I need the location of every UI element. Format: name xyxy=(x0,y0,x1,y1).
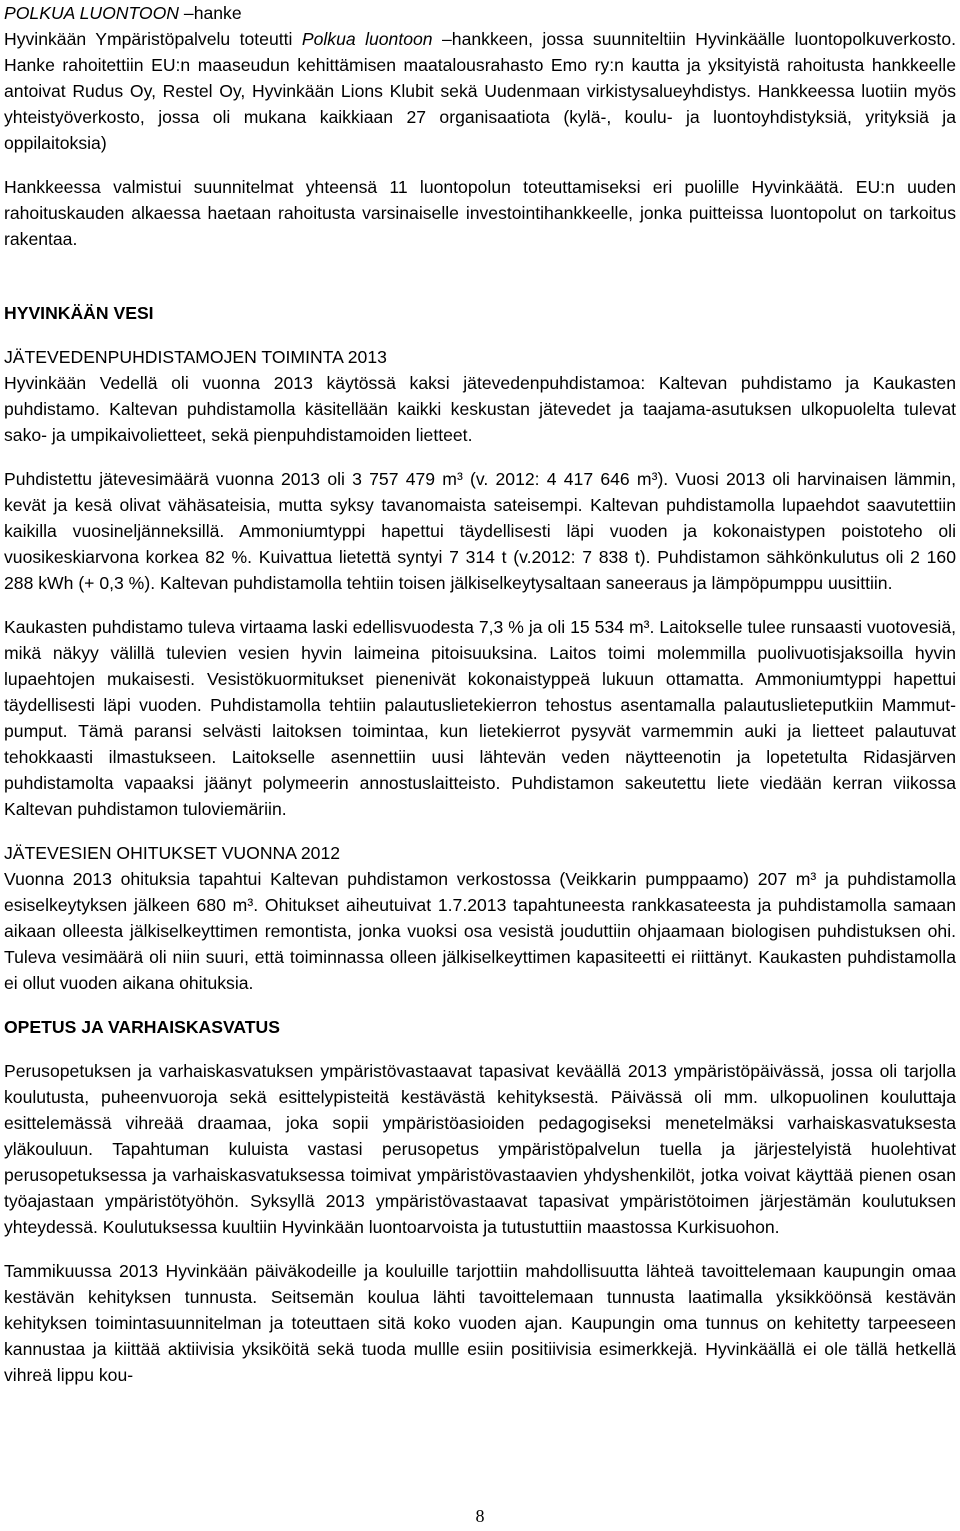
document-page xyxy=(4,0,956,1388)
paragraph: Tammikuussa 2013 Hyvinkään päiväkodeille ja kouluille tarjottiin mahdollisuutta lähteä tavoittelemaan kaupungin omaa kestävän kehityksen tunnusta. Seitsemän koulua lähti tavoittelemaan tunnusta laatimalla yksikköönsä kestävän kehityksen toimintasuunnitelman ja toteuttaen sitä koko vuoden ajan. Kaupungin oma tunnus on kehitetty tarpeeseen kannustaa ja kiittää aktiivisia yksiköitä sekä tuoda mullle esiin positiivisia esimerkkejä. Hyvinkäällä ei ole tällä hetkellä vihreä lippu kou- xyxy=(4,1261,956,1385)
paragraph xyxy=(4,26,956,156)
section-title-line xyxy=(4,0,956,26)
paragraph: Hyvinkään Vedellä oli vuonna 2013 käytössä kaksi jätevedenpuhdistamoa: Kaltevan puhdistamo ja Kaukasten puhdistamo. Kaltevan puhdistamolla käsitellään kaikki keskustan jätevedet ja taajama-asutuksen ulkopuolelta tulevat sako- ja umpikaivolietteet, sekä pienpuhdistamoiden lietteet. xyxy=(4,373,956,445)
paragraph-text: Hyvinkään Ympäristöpalvelu toteutti xyxy=(4,29,302,49)
section-polkua-luontoon xyxy=(4,0,956,252)
section-hyvinkaan-vesi xyxy=(4,300,956,996)
paragraph: Vuonna 2013 ohituksia tapahtui Kaltevan puhdistamon verkostossa (Veikkarin pumppaamo) 207 m³ ja puhdistamolla esiselkeytyksen jälkeen 680 m³. Ohitukset aiheutuivat 1.7.2013 tapahtuneesta rankkasateesta ja puhdistamolla samaan aikaan olleesta jälkiselkeyttimen remontista, jonka vuoksi osa vesistä jouduttiin ohjaamaan biologisen puhdistuksen ohi. Tuleva vesimäärä oli niin suuri, että toiminnassa olleen jälkiselkeyttimen kapasiteetti ei riittänyt. Kaukasten puhdistamolla ei ollut vuoden aikana ohituksia. xyxy=(4,869,956,993)
section-title-suffix: –hanke xyxy=(179,3,242,23)
paragraph: Perusopetuksen ja varhaiskasvatuksen ympäristövastaavat tapasivat keväällä 2013 ympäristöpäivässä, jossa oli tarjolla koulutusta, puheenvuoroja sekä esittelypisteitä kestävästä kehityksestä. Päivässä oli mm. ulkopuolinen kouluttaja esittelemässä vihreää draamaa, joka sopii ympäristöasioiden pedagogiseksi menetelmäksi varhaiskasvatuksesta yläkouluun. Tapahtuman kuluista vastasi perusopetus ympäristöpalvelun tuella ja järjestelyistä huolehtivat perusopetuksessa ja varhaiskasvatuksessa toimivat ympäristövastaavien yhdyshenkilöt, jotka voivat käyttää pienen osan työajastaan ympäristötyöhön. Syksyllä 2013 ympäristövastaavat tapasivat ympäristötoimen järjestämän koulutuksen yhteydessä. Koulutuksessa kuultiin Hyvinkään luontoarvoista ja tutustuttiin maastossa Kurkisuohon. xyxy=(4,1061,956,1237)
section-heading: OPETUS JA VARHAISKASVATUS xyxy=(4,1017,280,1037)
section-title: POLKUA LUONTOON xyxy=(4,3,180,23)
section-opetus xyxy=(4,1014,956,1388)
paragraph: Kaukasten puhdistamo tuleva virtaama laski edellisvuodesta 7,3 % ja oli 15 534 m³. Laitokselle tulee runsaasti vuotovesiä, mikä näkyy välillä tulevien vesien hyvin laimeina pitoisuuksina. Laitos toimi molemmilla puolivuotisjaksoilla hyvin lupaehtojen mukaisesti. Vesistökuormitukset pienenivät kokonaistyppeä lukuun ottamatta. Ammoniumtyppi hapettui täydellisesti läpi vuoden. Puhdistamolla tehtiin palautuslietekierron tehostus asentamalla palautuslieteputkiin Mammut-pumput. Tämä paransi selvästi laitoksen toimintaa, kun lietekierrot pysyvät varmemmin auki ja lietteet palautuvat tehokkaasti ilmastukseen. Laitokselle asennettiin uusi lähtevän veden näytteenotin ja lopetetulta Ridasjärven puhdistamolta vapaaksi jäänyt polymeerin annostuslaitteisto. Puhdistamon sakeutettu liete viedään kerran viikossa Kaltevan puhdistamon tuloviemäriin. xyxy=(4,617,956,819)
paragraph-text: –hankkeen, jossa suunniteltiin Hyvinkäälle luontopolkuverkosto. Hanke rahoitettiin EU:n maaseudun kehittämisen maatalousrahasto Emo ry:n kautta ja yksityistä rahoitusta hankkeelle antoivat Rudus Oy, Restel Oy, Hyvinkään Lions Klubit sekä Uudenmaan virkistysalueyhdistys. Hankkeessa luotiin myös yhteistyöverkosto, jossa oli mukana kaikkiaan 27 organisaatiota (kylä-, koulu- ja luontoyhdistyksiä, yrityksiä ja oppilaitoksia) xyxy=(4,29,956,153)
paragraph: Puhdistettu jätevesimäärä vuonna 2013 oli 3 757 479 m³ (v. 2012: 4 417 646 m³). Vuosi 2013 oli harvinaisen lämmin, kevät ja kesä olivat vähäsateisia, mutta syksy tavanomaista sateisempi. Kaltevan puhdistamolla lupaehdot saavutettiin kaikilla vuosineljänneksillä. Ammoniumtyppi hapettui täydellisesti läpi vuoden ja kokonaistypen poistoteho oli vuosikeskiarvona korkea 82 %. Kuivattua lietettä syntyi 7 314 t (v.2012: 7 838 t). Puhdistamon sähkönkulutus oli 2 160 288 kWh (+ 0,3 %). Kaltevan puhdistamolla tehtiin toisen jälkiselkeytysaltaan saneeraus ja lämpöpumppu uusittiin. xyxy=(4,469,956,593)
page-number: 8 xyxy=(475,1506,485,1526)
subsection-heading: JÄTEVESIEN OHITUKSET VUONNA 2012 xyxy=(4,843,341,863)
subsection-heading: JÄTEVEDENPUHDISTAMOJEN TOIMINTA 2013 xyxy=(4,347,387,367)
paragraph: Hankkeessa valmistui suunnitelmat yhteensä 11 luontopolun toteuttamiseksi eri puolille Hyvinkäätä. EU:n uuden rahoituskauden alkaessa haetaan rahoitusta varsinaiselle investointihankkeelle, jonka puitteissa luontopolut on tarkoitus rakentaa. xyxy=(4,177,956,249)
project-name: Polkua luontoon xyxy=(301,29,433,49)
section-heading: HYVINKÄÄN VESI xyxy=(4,303,154,323)
